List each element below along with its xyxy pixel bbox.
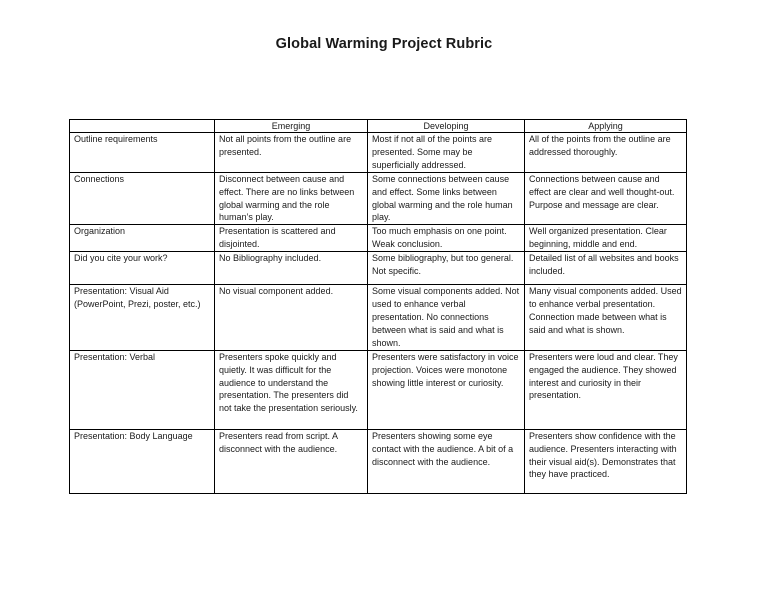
criterion-cell: Connections bbox=[70, 172, 215, 225]
applying-cell: All of the points from the outline are addressed thoroughly. bbox=[525, 133, 687, 173]
criterion-cell: Presentation: Body Language bbox=[70, 429, 215, 493]
emerging-cell: Not all points from the outline are presented. bbox=[215, 133, 368, 173]
applying-cell: Detailed list of all websites and books included. bbox=[525, 252, 687, 285]
criterion-cell: Organization bbox=[70, 225, 215, 252]
table-row bbox=[70, 172, 687, 225]
document-title: Global Warming Project Rubric bbox=[275, 36, 493, 52]
applying-cell: Presenters were loud and clear. They engaged the audience. They showed interest and curiosity in their presentation. bbox=[525, 350, 687, 429]
applying-cell: Many visual components added. Used to enhance verbal presentation. Connection made between what is said and what is shown. bbox=[525, 285, 687, 351]
emerging-cell: Presentation is scattered and disjointed. bbox=[215, 225, 368, 252]
developing-cell: Most if not all of the points are presented. Some may be superficially addressed. bbox=[368, 133, 525, 173]
applying-cell: Connections between cause and effect are clear and well thought-out. Purpose and message are clear. bbox=[525, 172, 687, 225]
emerging-cell: No visual component added. bbox=[215, 285, 368, 351]
developing-cell: Some bibliography, but too general. Not specific. bbox=[368, 252, 525, 285]
table-header-row bbox=[70, 120, 687, 133]
header-criterion bbox=[70, 120, 215, 133]
table-row bbox=[70, 133, 687, 173]
developing-cell: Too much emphasis on one point. Weak conclusion. bbox=[368, 225, 525, 252]
developing-cell: Some connections between cause and effect. Some links between global warming and the role human play. bbox=[368, 172, 525, 225]
table-row bbox=[70, 429, 687, 493]
criterion-cell: Did you cite your work? bbox=[70, 252, 215, 285]
table-row bbox=[70, 225, 687, 252]
table-row bbox=[70, 350, 687, 429]
criterion-cell: Presentation: Verbal bbox=[70, 350, 215, 429]
developing-cell: Some visual components added. Not used to enhance verbal presentation. No connections between what is said and what is shown. bbox=[368, 285, 525, 351]
developing-cell: Presenters showing some eye contact with the audience. A bit of a disconnect with the audience. bbox=[368, 429, 525, 493]
applying-cell: Presenters show confidence with the audience. Presenters interacting with their visual aid(s). Demonstrates that they have practiced. bbox=[525, 429, 687, 493]
emerging-cell: No Bibliography included. bbox=[215, 252, 368, 285]
header-applying: Applying bbox=[525, 120, 687, 133]
applying-cell: Well organized presentation. Clear beginning, middle and end. bbox=[525, 225, 687, 252]
table-row bbox=[70, 285, 687, 351]
emerging-cell: Presenters spoke quickly and quietly. It was difficult for the audience to understand the presentation. The presenters did not take the presentation seriously. bbox=[215, 350, 368, 429]
emerging-cell: Disconnect between cause and effect. There are no links between global warming and the role human’s play. bbox=[215, 172, 368, 225]
rubric-table bbox=[69, 119, 687, 494]
header-emerging: Emerging bbox=[215, 120, 368, 133]
header-developing: Developing bbox=[368, 120, 525, 133]
developing-cell: Presenters were satisfactory in voice projection. Voices were monotone showing little interest or curiosity. bbox=[368, 350, 525, 429]
criterion-cell: Outline requirements bbox=[70, 133, 215, 173]
table-row bbox=[70, 252, 687, 285]
emerging-cell: Presenters read from script. A disconnect with the audience. bbox=[215, 429, 368, 493]
criterion-cell: Presentation: Visual Aid (PowerPoint, Prezi, poster, etc.) bbox=[70, 285, 215, 351]
